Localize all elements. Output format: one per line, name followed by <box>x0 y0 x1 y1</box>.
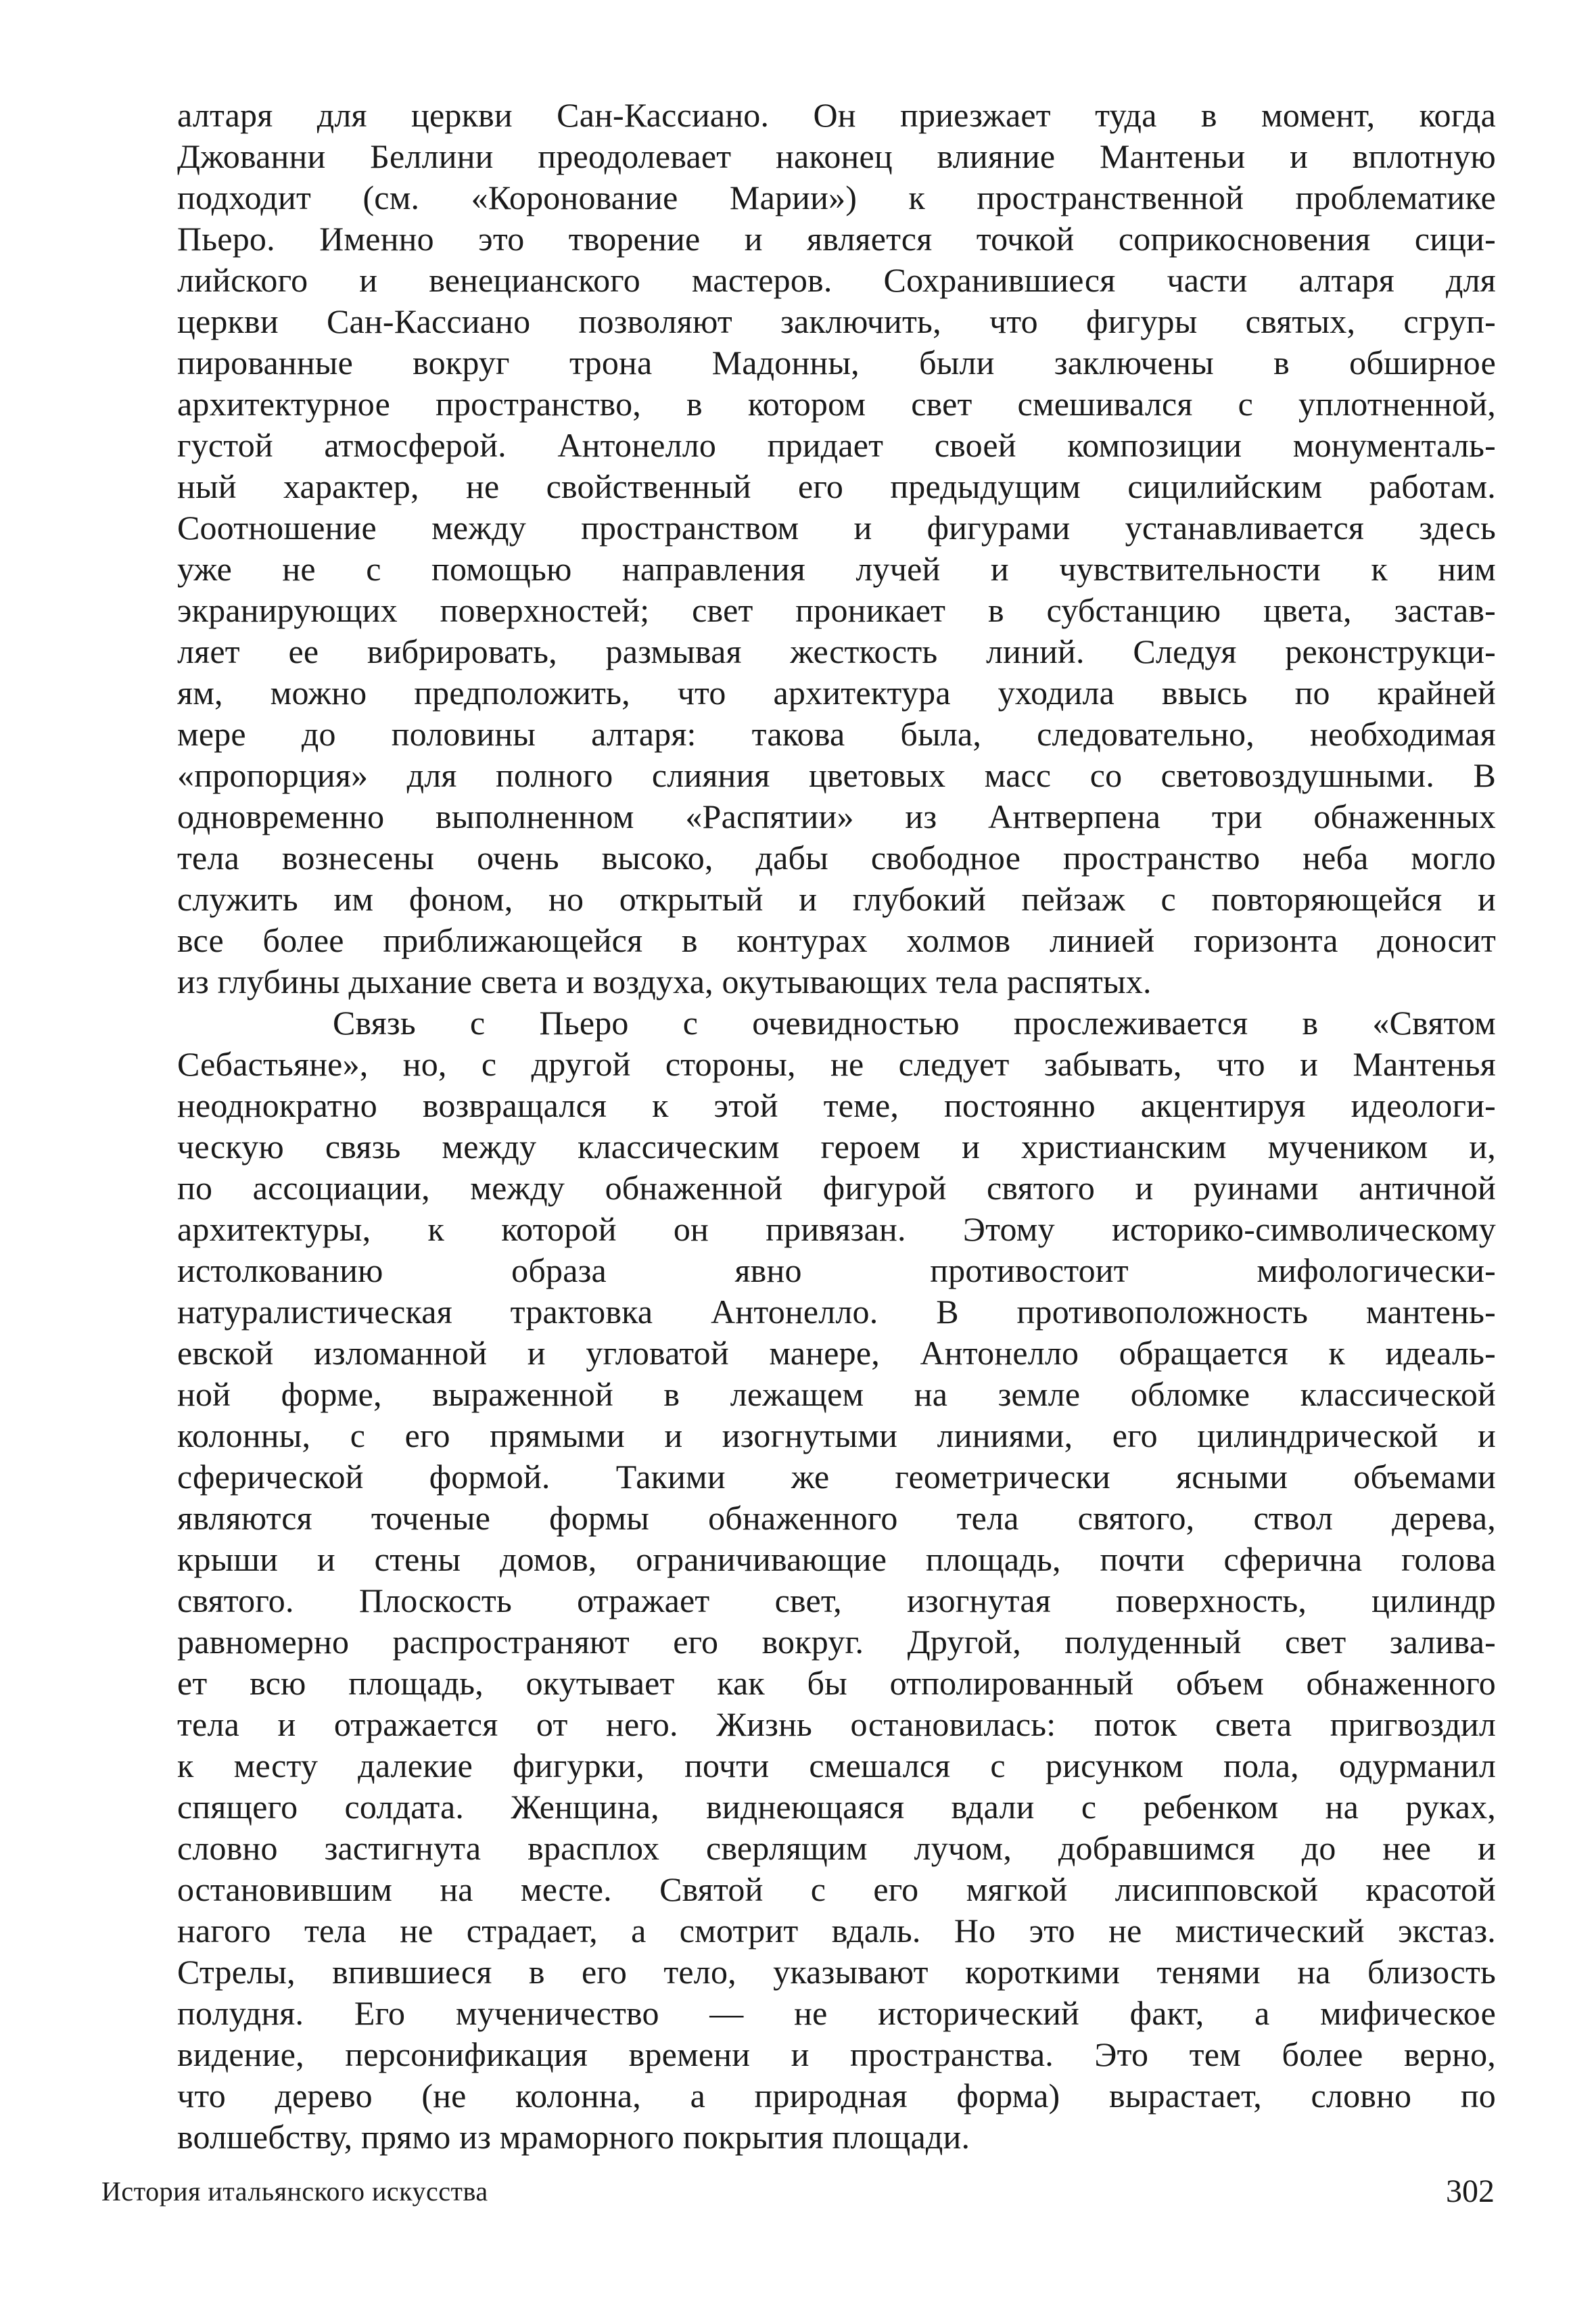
running-footer-title: История итальянского искусства <box>101 2176 488 2207</box>
text-line: тела и отражается от него. Жизнь остановилась: поток света пригвоздил <box>177 1705 1496 1743</box>
text-line: архитектуры, к которой он привязан. Этому историко-символическому <box>177 1210 1496 1248</box>
text-line: словно застигнута врасплох сверлящим лучом, добравшимся до нее и <box>177 1829 1496 1867</box>
text-line: ческую связь между классическим героем и христианским мучеником и, <box>177 1128 1496 1165</box>
text-line: алтаря для церкви Сан-Кассиано. Он приезжает туда в момент, когда <box>177 96 1496 134</box>
text-line: церкви Сан-Кассиано позволяют заключить, что фигуры святых, сгруп- <box>177 302 1496 340</box>
text-line: видение, персонификация времени и пространства. Это тем более верно, <box>177 2035 1496 2073</box>
text-line: из глубины дыхание света и воздуха, окутывающих тела распятых. <box>177 963 1152 1000</box>
text-line: пированные вокруг трона Мадонны, были заключены в обширное <box>177 344 1496 382</box>
text-line: что дерево (не колонна, а природная форма) вырастает, словно по <box>177 2077 1496 2115</box>
page-footer <box>101 2171 1495 2212</box>
text-line: ям, можно предположить, что архитектура уходила ввысь по крайней <box>177 674 1496 712</box>
page-number: 302 <box>1446 2173 1495 2209</box>
text-line: Связь с Пьеро с очевидностью прослеживается в «Святом <box>333 1004 1496 1042</box>
text-line: колонны, с его прямыми и изогнутыми линиями, его цилиндрической и <box>177 1416 1496 1454</box>
paragraph <box>177 95 1496 1002</box>
text-line: сферической формой. Такими же геометрически ясными объемами <box>177 1458 1496 1496</box>
text-line: «пропорция» для полного слияния цветовых масс со световоздушными. В <box>177 756 1496 794</box>
text-line: полудня. Его мученичество — не исторический факт, а мифическое <box>177 1994 1496 2032</box>
body-text <box>177 95 1496 2158</box>
text-line: подходит (см. «Коронование Марии») к пространственной проблематике <box>177 179 1496 216</box>
text-line: святого. Плоскость отражает свет, изогнутая поверхность, цилиндр <box>177 1582 1496 1619</box>
text-line: по ассоциации, между обнаженной фигурой святого и руинами античной <box>177 1169 1496 1207</box>
text-line: ной форме, выраженной в лежащем на земле обломке классической <box>177 1375 1496 1413</box>
paragraph <box>177 1002 1496 2158</box>
text-line: остановившим на месте. Святой с его мягкой лисипповской красотой <box>177 1870 1496 1908</box>
text-line: уже не с помощью направления лучей и чувствительности к ним <box>177 550 1496 588</box>
text-line: мере до половины алтаря: такова была, следовательно, необходимая <box>177 715 1496 753</box>
text-line: истолкованию образа явно противостоит мифологически- <box>177 1251 1496 1289</box>
text-line: Себастьяне», но, с другой стороны, не следует забывать, что и Мантенья <box>177 1045 1496 1083</box>
text-line: все более приближающейся в контурах холмов линией горизонта доносит <box>177 921 1496 959</box>
text-line: равномерно распространяют его вокруг. Другой, полуденный свет залива- <box>177 1623 1496 1661</box>
text-line: тела вознесены очень высоко, дабы свободное пространство неба могло <box>177 839 1496 877</box>
text-line: лийского и венецианского мастеров. Сохранившиеся части алтаря для <box>177 261 1496 299</box>
text-line: одновременно выполненном «Распятии» из Антверпена три обнаженных <box>177 798 1496 835</box>
text-line: евской изломанной и угловатой манере, Антонелло обращается к идеаль- <box>177 1334 1496 1372</box>
text-line: ет всю площадь, окутывает как бы отполированный объем обнаженного <box>177 1664 1496 1702</box>
text-line: натуралистическая трактовка Антонелло. В противоположность мантень- <box>177 1293 1496 1331</box>
text-line: Стрелы, впившиеся в его тело, указывают короткими тенями на близость <box>177 1953 1496 1991</box>
text-line: Джованни Беллини преодолевает наконец влияние Мантеньи и вплотную <box>177 137 1496 175</box>
text-line: неоднократно возвращался к этой теме, постоянно акцентируя идеологи- <box>177 1086 1496 1124</box>
text-line: густой атмосферой. Антонелло придает своей композиции монументаль- <box>177 426 1496 464</box>
text-line: нагого тела не страдает, а смотрит вдаль. Но это не мистический экстаз. <box>177 1912 1496 1949</box>
text-line: архитектурное пространство, в котором свет смешивался с уплотненной, <box>177 385 1496 423</box>
text-line: являются точеные формы обнаженного тела святого, ствол дерева, <box>177 1499 1496 1537</box>
text-line: Соотношение между пространством и фигурами устанавливается здесь <box>177 509 1496 547</box>
text-line: экранирующих поверхностей; свет проникает в субстанцию цвета, застав- <box>177 591 1496 629</box>
text-line: спящего солдата. Женщина, виднеющаяся вдали с ребенком на руках, <box>177 1788 1496 1826</box>
text-line: Пьеро. Именно это творение и является точкой соприкосновения сици- <box>177 220 1496 258</box>
text-line: крыши и стены домов, ограничивающие площадь, почти сферична голова <box>177 1540 1496 1578</box>
text-line: служить им фоном, но открытый и глубокий пейзаж с повторяющейся и <box>177 880 1496 918</box>
text-line: ный характер, не свойственный его предыдущим сицилийским работам. <box>177 467 1496 505</box>
text-line: волшебству, прямо из мраморного покрытия площади. <box>177 2118 970 2156</box>
text-line: к месту далекие фигурки, почти смешался с рисунком пола, одурманил <box>177 1747 1496 1784</box>
text-line: ляет ее вибрировать, размывая жесткость линий. Следуя реконструкци- <box>177 632 1496 670</box>
